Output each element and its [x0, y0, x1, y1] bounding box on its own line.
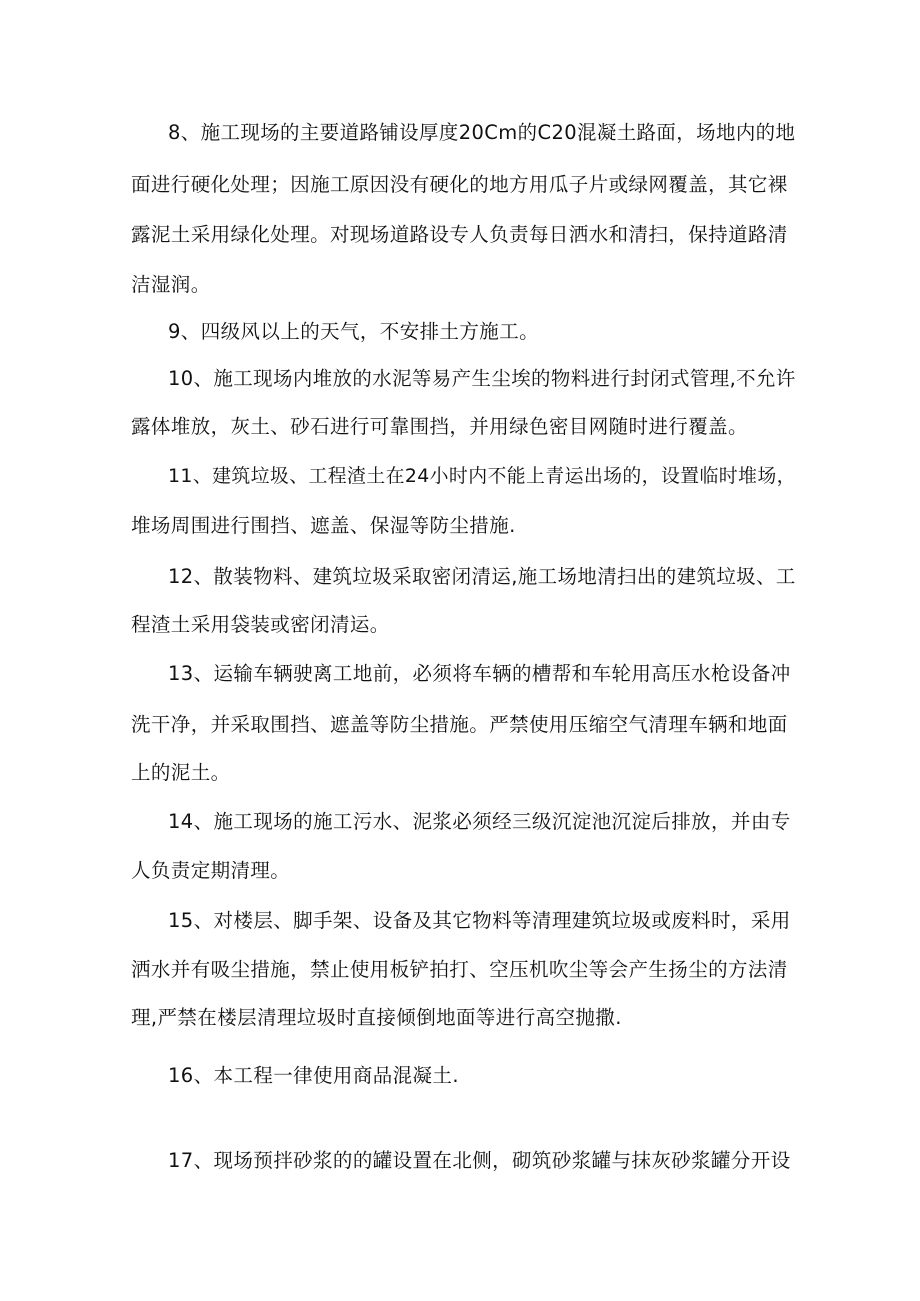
- item-15-line-3: 理,严禁在楼层清理垃圾时直接倾倒地面等进行高空抛撒.: [131, 1006, 622, 1029]
- item-11-line-1: 11、建筑垃圾、工程渣土在24小时内不能上青运出场的，设置临时堆场，: [168, 465, 796, 487]
- item-14-line-1: 14、施工现场的施工污水、泥浆必须经三级沉淀池沉淀后排放，并由专: [168, 810, 791, 833]
- item-8-line-3: 露泥土采用绿化处理。对现场道路设专人负责每日洒水和清扫，保持道路清: [131, 223, 788, 246]
- item-12-line-1: 12、散装物料、建筑垃圾采取密闭清运,施工场地清扫出的建筑垃圾、工: [168, 565, 796, 588]
- item-13-line-1: 13、运输车辆驶离工地前，必须将车辆的槽帮和车轮用高压水枪设备冲: [168, 662, 791, 685]
- item-14-line-2: 人负责定期清理。: [131, 859, 291, 882]
- item-8-line-1: 8、施工现场的主要道路铺设厚度20Cm的C20混凝土路面，场地内的地: [168, 121, 796, 144]
- item-8-line-2: 面进行硬化处理；因施工原因没有硬化的地方用瓜子片或绿网覆盖，其它裸: [131, 173, 788, 196]
- item-16-line-1: 16、本工程一律使用商品混凝土.: [168, 1064, 459, 1087]
- item-9-line-1: 9、四级风以上的天气，不安排土方施工。: [168, 320, 540, 343]
- item-10-line-2: 露体堆放，灰土、砂石进行可靠围挡，并用绿色密目网随时进行覆盖。: [131, 415, 748, 438]
- item-8-line-4: 洁湿润。: [131, 273, 211, 296]
- item-13-line-2: 洗干净，并采取围挡、遮盖等防尘措施。严禁使用压缩空气清理车辆和地面: [131, 713, 788, 736]
- item-15-line-1: 15、对楼层、脚手架、设备及其它物料等清理建筑垃圾或废料时，采用: [168, 909, 791, 932]
- item-11-line-2: 堆场周围进行围挡、遮盖、保湿等防尘措施.: [131, 514, 516, 537]
- item-15-line-2: 洒水并有吸尘措施，禁止使用板铲拍打、空压机吹尘等会产生扬尘的方法清: [131, 958, 788, 981]
- item-10-line-1: 10、施工现场内堆放的水泥等易产生尘埃的物料进行封闭式管理,不允许: [168, 367, 796, 390]
- item-13-line-3: 上的泥土。: [131, 761, 231, 784]
- item-12-line-2: 程渣土采用袋装或密闭清运。: [131, 613, 390, 636]
- item-17-line-1: 17、现场预拌砂浆的的罐设置在北侧，砌筑砂浆罐与抹灰砂浆罐分开设: [168, 1149, 791, 1172]
